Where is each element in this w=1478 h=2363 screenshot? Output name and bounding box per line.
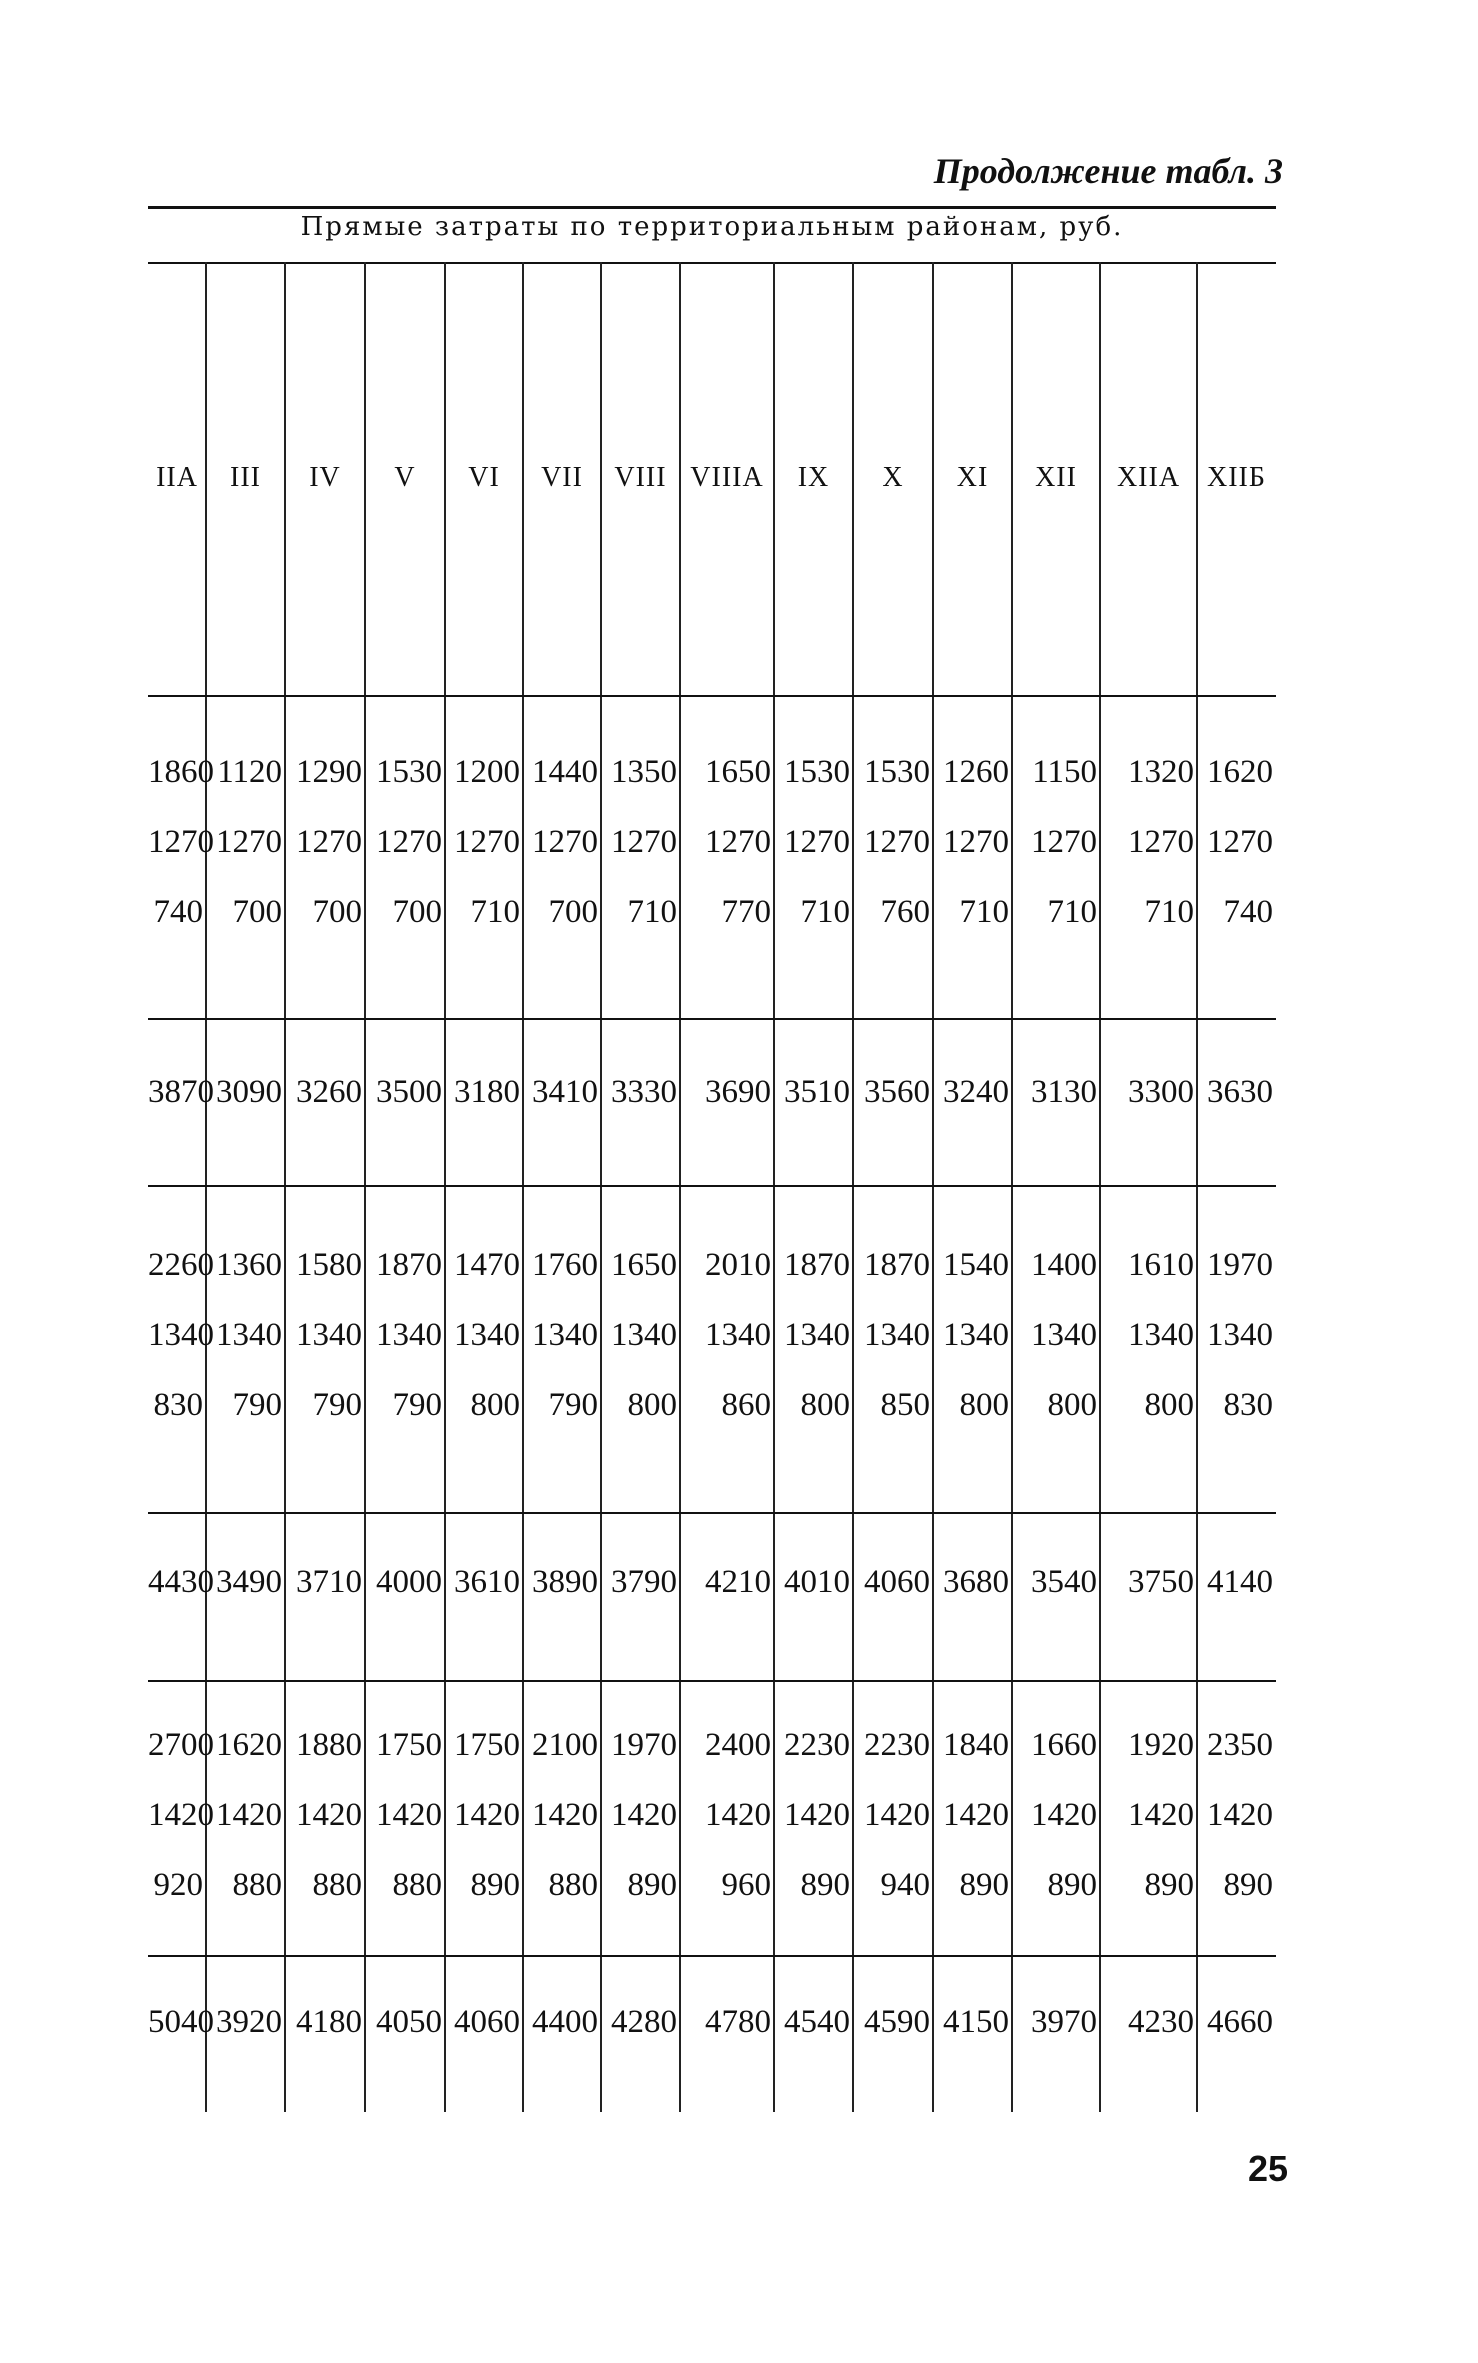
table-cell: 2010 [705, 1247, 771, 1283]
table-cell: 1540 [943, 1247, 1009, 1283]
table-cell: 1320 [1128, 754, 1194, 790]
table-cell: 4540 [784, 2004, 850, 2040]
table-cell: 1270 [1031, 824, 1097, 860]
header-row [0, 448, 1478, 508]
table-cell: 1420 [454, 1797, 520, 1833]
table-cell: 3300 [1128, 1074, 1194, 1110]
table-cell: 3510 [784, 1074, 850, 1110]
column-header: IV [309, 462, 341, 493]
table-cell: 1340 [864, 1317, 930, 1353]
continuation-label: Продолжение табл. 3 [933, 151, 1283, 191]
column-header: XIIБ [1207, 462, 1266, 493]
table-cell: 740 [153, 894, 203, 930]
table-cell: 1290 [296, 754, 362, 790]
column-header: VII [541, 462, 583, 493]
table-cell: 1270 [1207, 824, 1273, 860]
table-cell: 4050 [376, 2004, 442, 2040]
group-rule [148, 695, 1276, 697]
table-cell: 890 [1223, 1867, 1273, 1903]
table-cell: 4180 [296, 2004, 362, 2040]
table-cell: 4140 [1207, 1564, 1273, 1600]
column-header: X [882, 462, 904, 493]
table-cell: 1270 [943, 824, 1009, 860]
table-cell: 1880 [296, 1727, 362, 1763]
table-cell: 960 [721, 1867, 771, 1903]
table-row [0, 1992, 1478, 2052]
table-cell: 800 [470, 1387, 520, 1423]
group-rule [148, 1018, 1276, 1020]
column-header: V [394, 462, 416, 493]
table-cell: 1340 [705, 1317, 771, 1353]
table-cell: 1530 [376, 754, 442, 790]
table-cell: 1270 [705, 824, 771, 860]
table-cell: 1620 [216, 1727, 282, 1763]
table-row [0, 1305, 1478, 1365]
table-cell: 1360 [216, 1247, 282, 1283]
table-cell: 3790 [611, 1564, 677, 1600]
table-row [0, 742, 1478, 802]
table-cell: 1340 [1207, 1317, 1273, 1353]
table-cell: 800 [1144, 1387, 1194, 1423]
table-cell: 1340 [1031, 1317, 1097, 1353]
table-cell: 1860 [148, 754, 214, 790]
table-cell: 890 [1047, 1867, 1097, 1903]
table-cell: 1340 [454, 1317, 520, 1353]
table-cell: 4000 [376, 1564, 442, 1600]
table-cell: 4660 [1207, 2004, 1273, 2040]
table-cell: 1340 [532, 1317, 598, 1353]
table-cell: 880 [392, 1867, 442, 1903]
column-header: XII [1035, 462, 1077, 493]
table-cell: 1400 [1031, 1247, 1097, 1283]
table-cell: 1420 [1031, 1797, 1097, 1833]
table-cell: 770 [721, 894, 771, 930]
column-header: III [230, 462, 261, 493]
table-cell: 1420 [1128, 1797, 1194, 1833]
column-header: XI [956, 462, 989, 493]
table-cell: 2260 [148, 1247, 214, 1283]
table-cell: 1270 [864, 824, 930, 860]
table-cell: 800 [959, 1387, 1009, 1423]
table-cell: 860 [721, 1387, 771, 1423]
table-cell: 3130 [1031, 1074, 1097, 1110]
table-cell: 890 [470, 1867, 520, 1903]
table-cell: 1200 [454, 754, 520, 790]
table-cell: 2400 [705, 1727, 771, 1763]
table-cell: 1750 [376, 1727, 442, 1763]
table-cell: 1470 [454, 1247, 520, 1283]
table-cell: 800 [1047, 1387, 1097, 1423]
table-row [0, 1375, 1478, 1435]
table-cell: 1340 [1128, 1317, 1194, 1353]
table-row [0, 1855, 1478, 1915]
table-cell: 1150 [1032, 754, 1097, 790]
table-cell: 1270 [216, 824, 282, 860]
table-cell: 3890 [532, 1564, 598, 1600]
table-row [0, 1715, 1478, 1775]
table-cell: 1970 [1207, 1247, 1273, 1283]
table-cell: 1970 [611, 1727, 677, 1763]
table-cell: 2700 [148, 1727, 214, 1763]
table-cell: 940 [880, 1867, 930, 1903]
table-cell: 740 [1223, 894, 1273, 930]
table-cell: 760 [880, 894, 930, 930]
table-cell: 4010 [784, 1564, 850, 1600]
table-cell: 1840 [943, 1727, 1009, 1763]
table-cell: 1420 [296, 1797, 362, 1833]
table-cell: 4780 [705, 2004, 771, 2040]
table-cell: 1650 [611, 1247, 677, 1283]
table-cell: 2230 [784, 1727, 850, 1763]
table-cell: 790 [312, 1387, 362, 1423]
table-cell: 790 [232, 1387, 282, 1423]
table-cell: 3870 [148, 1074, 214, 1110]
column-header: VI [468, 462, 500, 493]
table-cell: 700 [312, 894, 362, 930]
table-cell: 3680 [943, 1564, 1009, 1600]
table-cell: 1420 [864, 1797, 930, 1833]
table-cell: 3410 [532, 1074, 598, 1110]
table-cell: 3500 [376, 1074, 442, 1110]
table-cell: 3970 [1031, 2004, 1097, 2040]
table-cell: 710 [800, 894, 850, 930]
table-cell: 1420 [611, 1797, 677, 1833]
table-cell: 3630 [1207, 1074, 1273, 1110]
table-cell: 1760 [532, 1247, 598, 1283]
table-row [0, 882, 1478, 942]
table-cell: 1340 [216, 1317, 282, 1353]
table-cell: 4280 [611, 2004, 677, 2040]
table-cell: 1920 [1128, 1727, 1194, 1763]
table-cell: 850 [880, 1387, 930, 1423]
table-cell: 1340 [296, 1317, 362, 1353]
table-cell: 1530 [864, 754, 930, 790]
table-cell: 1270 [148, 824, 214, 860]
table-cell: 1340 [943, 1317, 1009, 1353]
table-cell: 3330 [611, 1074, 677, 1110]
table-cell: 880 [312, 1867, 362, 1903]
table-cell: 1870 [864, 1247, 930, 1283]
table-cell: 3240 [943, 1074, 1009, 1110]
table-cell: 1260 [943, 754, 1009, 790]
table-cell: 1120 [217, 754, 282, 790]
table-cell: 1750 [454, 1727, 520, 1763]
table-row [0, 1552, 1478, 1612]
table-cell: 3690 [705, 1074, 771, 1110]
table-cell: 1270 [532, 824, 598, 860]
table-cell: 890 [627, 1867, 677, 1903]
page-number: 25 [1247, 2148, 1288, 2189]
table-cell: 3540 [1031, 1564, 1097, 1600]
table-row [0, 1785, 1478, 1845]
table-cell: 790 [548, 1387, 598, 1423]
table-caption: Прямые затраты по территориальным районам, руб. [300, 212, 1124, 242]
table-cell: 1870 [784, 1247, 850, 1283]
table-cell: 1420 [148, 1797, 214, 1833]
table-cell: 1440 [532, 754, 598, 790]
table-cell: 880 [232, 1867, 282, 1903]
table-cell: 1270 [784, 824, 850, 860]
table-cell: 1530 [784, 754, 850, 790]
table-row [0, 1062, 1478, 1122]
table-cell: 1610 [1128, 1247, 1194, 1283]
table-cell: 4210 [705, 1564, 771, 1600]
table-cell: 700 [548, 894, 598, 930]
table-cell: 710 [959, 894, 1009, 930]
table-cell: 700 [232, 894, 282, 930]
table-cell: 1420 [532, 1797, 598, 1833]
column-header: IX [797, 462, 830, 493]
table-cell: 1870 [376, 1247, 442, 1283]
table-cell: 1340 [611, 1317, 677, 1353]
group-rule [148, 1185, 1276, 1187]
table-cell: 880 [548, 1867, 598, 1903]
table-cell: 3490 [216, 1564, 282, 1600]
column-header: VIII [614, 462, 667, 493]
table-cell: 800 [800, 1387, 850, 1423]
table-cell: 1350 [611, 754, 677, 790]
table-cell: 3260 [296, 1074, 362, 1110]
table-cell: 1650 [705, 754, 771, 790]
table-cell: 1270 [611, 824, 677, 860]
table-cell: 4430 [148, 1564, 214, 1600]
table-cell: 830 [1223, 1387, 1273, 1423]
table-cell: 5040 [148, 2004, 214, 2040]
top-rule [148, 206, 1276, 209]
table-cell: 1420 [943, 1797, 1009, 1833]
group-rule [148, 1512, 1276, 1514]
table-cell: 1420 [705, 1797, 771, 1833]
table-cell: 710 [1144, 894, 1194, 930]
table-cell: 920 [153, 1867, 203, 1903]
table-cell: 3920 [216, 2004, 282, 2040]
table-cell: 1340 [148, 1317, 214, 1353]
table-cell: 3180 [454, 1074, 520, 1110]
table-cell: 4060 [864, 1564, 930, 1600]
table-cell: 2230 [864, 1727, 930, 1763]
table-cell: 890 [1144, 1867, 1194, 1903]
table-cell: 2350 [1207, 1727, 1273, 1763]
table-row [0, 1235, 1478, 1295]
table-cell: 710 [1047, 894, 1097, 930]
group-rule [148, 1680, 1276, 1682]
table-cell: 1420 [1207, 1797, 1273, 1833]
table-cell: 700 [392, 894, 442, 930]
column-header: XIIА [1116, 462, 1181, 493]
table-cell: 1340 [784, 1317, 850, 1353]
table-cell: 1270 [376, 824, 442, 860]
table-cell: 890 [800, 1867, 850, 1903]
table-cell: 1270 [454, 824, 520, 860]
table-cell: 1660 [1031, 1727, 1097, 1763]
table-cell: 1270 [296, 824, 362, 860]
group-rule [148, 1955, 1276, 1957]
table-cell: 4590 [864, 2004, 930, 2040]
table-cell: 3560 [864, 1074, 930, 1110]
table-cell: 4230 [1128, 2004, 1194, 2040]
table-cell: 1420 [376, 1797, 442, 1833]
table-cell: 4400 [532, 2004, 598, 2040]
table-cell: 4150 [943, 2004, 1009, 2040]
column-header: VIIIА [690, 462, 764, 493]
table-cell: 1420 [784, 1797, 850, 1833]
table-cell: 1620 [1207, 754, 1273, 790]
caption-rule [148, 262, 1276, 264]
table-cell: 1270 [1128, 824, 1194, 860]
table-cell: 3710 [296, 1564, 362, 1600]
table-cell: 1420 [216, 1797, 282, 1833]
table-cell: 710 [627, 894, 677, 930]
table-cell: 1340 [376, 1317, 442, 1353]
table-cell: 830 [153, 1387, 203, 1423]
table-cell: 3610 [454, 1564, 520, 1600]
table-cell: 790 [392, 1387, 442, 1423]
table-cell: 1580 [296, 1247, 362, 1283]
table-cell: 3090 [216, 1074, 282, 1110]
table-row [0, 812, 1478, 872]
table-cell: 3750 [1128, 1564, 1194, 1600]
table-cell: 800 [627, 1387, 677, 1423]
column-header: IIА [156, 462, 198, 493]
table-cell: 4060 [454, 2004, 520, 2040]
table-cell: 890 [959, 1867, 1009, 1903]
table-cell: 710 [470, 894, 520, 930]
table-cell: 2100 [532, 1727, 598, 1763]
